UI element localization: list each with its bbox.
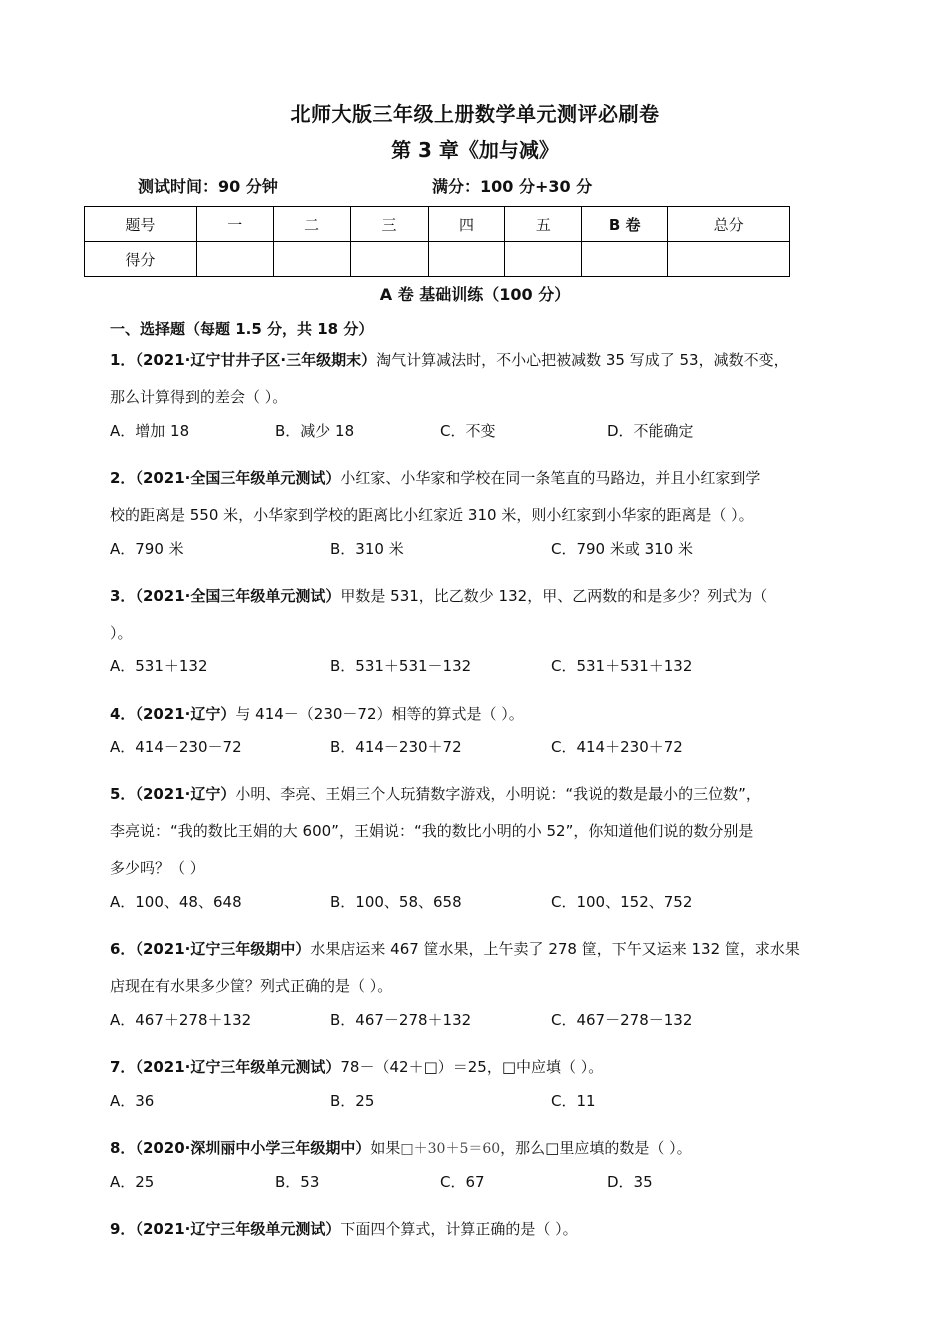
question-number: 3． xyxy=(110,587,136,605)
question-source: （2021·辽宁） xyxy=(135,785,236,803)
option-c[interactable]: C．414＋230＋72 xyxy=(551,738,683,756)
table-cell: 四 xyxy=(428,207,505,242)
score-input-cell[interactable] xyxy=(350,242,428,277)
question-text: ）。 xyxy=(110,624,133,642)
question-number: 1． xyxy=(110,351,136,369)
question-number: 2． xyxy=(110,469,136,487)
option-b[interactable]: B．531＋531－132 xyxy=(330,657,472,675)
chapter-title: 第 3 章《加与减》 xyxy=(391,138,559,162)
table-cell: 一 xyxy=(196,207,273,242)
question-5 xyxy=(110,776,845,887)
option-b[interactable]: B．25 xyxy=(330,1092,375,1110)
document-title: 北师大版三年级上册数学单元测评必刷卷 xyxy=(290,102,660,126)
question-source: （2021·辽宁） xyxy=(135,705,236,723)
question-source: （2021·辽宁甘井子区·三年级期末） xyxy=(135,351,377,369)
math-formula: □＋30＋5＝60 xyxy=(400,1141,501,1157)
question-4 xyxy=(110,696,845,733)
question-text: 店现在有水果多少筐？列式正确的是（ ）。 xyxy=(110,977,393,995)
question-number: 8． xyxy=(110,1139,136,1157)
score-input-cell[interactable] xyxy=(582,242,668,277)
question-source: （2021·辽宁三年级单元测试） xyxy=(135,1220,341,1238)
question-6-options xyxy=(110,1008,850,1032)
option-b[interactable]: B．414－230＋72 xyxy=(330,738,462,756)
table-cell: 二 xyxy=(273,207,350,242)
option-d[interactable]: D．35 xyxy=(607,1173,653,1191)
table-cell: 题号 xyxy=(85,207,197,242)
question-5-options xyxy=(110,890,850,914)
table-cell: B 卷 xyxy=(582,207,668,242)
test-time: 测试时间：90 分钟 xyxy=(138,177,278,196)
question-number: 7． xyxy=(110,1058,136,1076)
question-2 xyxy=(110,460,845,534)
question-source: （2021·辽宁三年级期中） xyxy=(135,940,311,958)
question-text: 如果 xyxy=(370,1139,401,1157)
option-c[interactable]: C．790 米或 310 米 xyxy=(551,540,694,558)
score-table-score-row xyxy=(85,242,790,277)
question-3 xyxy=(110,578,845,652)
question-text: 78－（42＋□）＝25，□中应填（ ）。 xyxy=(340,1058,604,1076)
option-a[interactable]: A．531＋132 xyxy=(110,657,208,675)
option-a[interactable]: A．100、48、648 xyxy=(110,893,242,911)
section-1-heading: 一、选择题（每题 1.5 分，共 18 分） xyxy=(110,320,374,338)
question-source: （2021·全国三年级单元测试） xyxy=(135,469,341,487)
question-source: （2021·辽宁三年级单元测试） xyxy=(135,1058,341,1076)
question-text: 李亮说：“我的数比王娟的大 600”，王娟说：“我的数比小明的小 52”，你知道他们说的数分别是 xyxy=(110,822,754,840)
question-number: 5． xyxy=(110,785,136,803)
option-a[interactable]: A．790 米 xyxy=(110,540,184,558)
option-b[interactable]: B．467－278＋132 xyxy=(330,1011,472,1029)
score-input-cell[interactable] xyxy=(505,242,582,277)
section-a-heading: A 卷 基础训练（100 分） xyxy=(379,285,571,304)
option-c[interactable]: C．531＋531＋132 xyxy=(551,657,693,675)
option-c[interactable]: C．100、152、752 xyxy=(551,893,693,911)
score-input-cell[interactable] xyxy=(428,242,505,277)
full-score: 满分：100 分+30 分 xyxy=(432,177,593,196)
question-number: 9． xyxy=(110,1220,136,1238)
option-b[interactable]: B．100、58、658 xyxy=(330,893,462,911)
option-b[interactable]: B．310 米 xyxy=(330,540,404,558)
question-text: ，那么□里应填的数是（ ）。 xyxy=(500,1139,692,1157)
question-text: 水果店运来 467 筐水果，上午卖了 278 筐，下午又运来 132 筐，求水果 xyxy=(310,940,800,958)
question-1-options xyxy=(110,419,850,443)
score-table-header-row xyxy=(85,207,790,242)
option-a[interactable]: A．36 xyxy=(110,1092,155,1110)
option-c[interactable]: C．11 xyxy=(551,1092,596,1110)
option-a[interactable]: A．25 xyxy=(110,1173,155,1191)
score-table xyxy=(84,206,790,277)
question-text: 小红家、小华家和学校在同一条笔直的马路边，并且小红家到学 xyxy=(340,469,761,487)
question-7-options xyxy=(110,1089,850,1113)
option-d[interactable]: D．不能确定 xyxy=(607,422,694,440)
question-text: 与 414－（230－72）相等的算式是（ ）。 xyxy=(235,705,524,723)
question-8-options xyxy=(110,1170,850,1194)
question-text: 甲数是 531，比乙数少 132，甲、乙两数的和是多少？列式为（ xyxy=(340,587,768,605)
question-6 xyxy=(110,931,845,1005)
question-text: 那么计算得到的差会（ ）。 xyxy=(110,388,288,406)
question-3-options xyxy=(110,654,850,678)
question-4-options xyxy=(110,735,850,759)
question-text: 下面四个算式，计算正确的是（ ）。 xyxy=(340,1220,578,1238)
table-cell: 总分 xyxy=(668,207,790,242)
option-c[interactable]: C．不变 xyxy=(440,422,496,440)
question-number: 6． xyxy=(110,940,136,958)
option-a[interactable]: A．增加 18 xyxy=(110,422,190,440)
question-source: （2020·深圳丽中小学三年级期中） xyxy=(135,1139,371,1157)
table-cell: 得分 xyxy=(85,242,197,277)
option-c[interactable]: C．467－278－132 xyxy=(551,1011,693,1029)
score-input-cell[interactable] xyxy=(668,242,790,277)
question-1 xyxy=(110,342,845,416)
option-a[interactable]: A．414－230－72 xyxy=(110,738,242,756)
question-2-options xyxy=(110,537,850,561)
question-9 xyxy=(110,1211,845,1248)
question-8 xyxy=(110,1130,845,1168)
question-7 xyxy=(110,1049,845,1086)
option-b[interactable]: B．减少 18 xyxy=(275,422,355,440)
question-number: 4． xyxy=(110,705,136,723)
score-input-cell[interactable] xyxy=(273,242,350,277)
question-text: 校的距离是 550 米，小华家到学校的距离比小红家近 310 米，则小红家到小华家的距离是（ ）。 xyxy=(110,506,754,524)
question-text: 淘气计算减法时，不小心把被减数 35 写成了 53，减数不变， xyxy=(376,351,789,369)
question-text: 小明、李亮、王娟三个人玩猜数字游戏，小明说：“我说的数是最小的三位数”， xyxy=(235,785,761,803)
score-input-cell[interactable] xyxy=(196,242,273,277)
question-source: （2021·全国三年级单元测试） xyxy=(135,587,341,605)
table-cell: 三 xyxy=(350,207,428,242)
option-c[interactable]: C．67 xyxy=(440,1173,485,1191)
option-a[interactable]: A．467＋278＋132 xyxy=(110,1011,252,1029)
question-text: 多少吗？（ ） xyxy=(110,859,205,877)
table-cell: 五 xyxy=(505,207,582,242)
option-b[interactable]: B．53 xyxy=(275,1173,320,1191)
